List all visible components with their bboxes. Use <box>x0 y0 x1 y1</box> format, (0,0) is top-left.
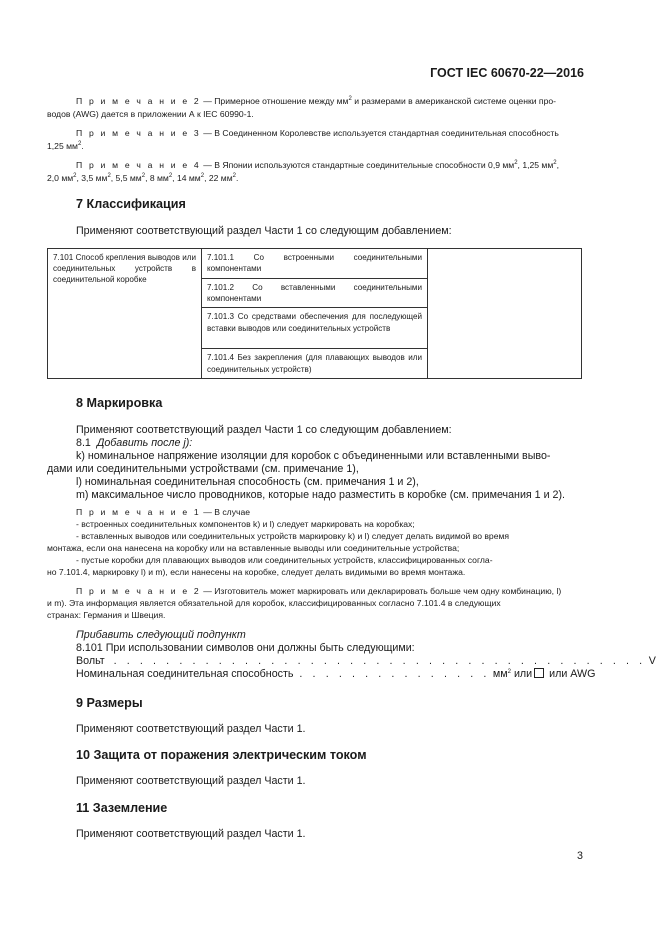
sup: 2 <box>73 173 77 179</box>
paragraph-instruction: Добавить после j): <box>96 437 193 449</box>
sup: 2 <box>553 160 557 166</box>
value: , 8 мм <box>145 173 169 183</box>
section-11-title: 11 Заземление <box>76 801 168 815</box>
table-cell-empty <box>428 249 582 379</box>
page-number: 3 <box>577 850 583 862</box>
volt-symbol: V <box>648 655 656 667</box>
note-4-label: П р и м е ч а н и е 4 <box>76 160 201 170</box>
note-2-line1 <box>76 95 556 107</box>
table-cell-7-101-3: 7.101.3 Со средствами обеспечения для последующей вставки выводов или соединительных устройств <box>202 308 428 349</box>
sup: 2 <box>232 173 236 179</box>
paragraph-number: 8.1 <box>76 437 91 449</box>
capacity-awg: или AWG <box>549 668 596 680</box>
volt-label: Вольт <box>76 655 105 667</box>
note-1-line <box>76 506 250 518</box>
note-3-value: 1,25 мм <box>47 141 78 151</box>
note-2b-label: П р и м е ч а н и е 2 <box>76 586 201 596</box>
note-3-end: . <box>81 141 84 151</box>
item-m: m) максимальное число проводников, которые надо разместить в коробке (см. примечания 1 и 2). <box>76 489 565 501</box>
section-8-title: 8 Маркировка <box>76 396 163 410</box>
note-4-line1 <box>76 159 559 171</box>
note-4-v1: , 1,25 мм <box>517 160 554 170</box>
value: 2,0 мм <box>47 173 74 183</box>
note-2-text-b: и размерами в американской системе оценки про- <box>351 96 556 106</box>
note-1-bullet-1: - встроенных соединительных компонентов k) и l) следует маркировать на коробках; <box>76 519 415 529</box>
sup: 2 <box>168 173 173 179</box>
item-k-line1: k) номинальное напряжение изоляции для коробок с объединенными или вставленными выво- <box>76 450 551 462</box>
item-l: l) номинальная соединительная способность (см. примечания 1 и 2), <box>76 476 419 488</box>
note-1-bullet-3-line2: но 7.101.4, маркировку l) и m), если нанесены на коробке, следует делать видимыми во время монтажа. <box>47 567 466 577</box>
capacity-dots: . . . . . . . . . . . . . . . <box>299 668 490 680</box>
note-1-bullet-2-line2: монтажа, если она нанесена на коробку или на вставленные выводы или соединительные устройства; <box>47 543 460 553</box>
note-1-label: П р и м е ч а н и е 1 <box>76 507 201 517</box>
volt-dots: . . . . . . . . . . . . . . . . . . . . . . . . . . . . . . . . . . . . . . . . . <box>113 655 646 667</box>
paragraph-8-101: 8.101 При использовании символов они должны быть следующими: <box>76 642 415 654</box>
sup: 2 <box>107 173 111 179</box>
note-2-sup: 2 <box>348 96 352 102</box>
note-4-line2 <box>47 172 238 184</box>
value: , 5,5 мм <box>110 173 142 183</box>
note-4-text: — В Японии используются стандартные соединительные способности 0,9 мм <box>200 160 515 170</box>
note-1-text: — В случае <box>200 507 251 517</box>
paragraph-8-1 <box>76 437 192 450</box>
capacity-label: Номинальная соединительная способность <box>76 668 294 680</box>
sup: 2 <box>514 160 518 166</box>
section-9-text: Применяют соответствующий раздел Части 1. <box>76 723 306 735</box>
section-10-title: 10 Защита от поражения электрическим током <box>76 748 367 762</box>
add-subclause: Прибавить следующий подпункт <box>76 629 246 641</box>
classification-table <box>47 248 582 379</box>
sup: 2 <box>507 669 511 675</box>
document-id: ГОСТ IEC 60670-22—2016 <box>430 66 584 80</box>
section-10-text: Применяют соответствующий раздел Части 1. <box>76 775 306 787</box>
table-cell-method: 7.101 Способ крепления выводов или соединительных устройств в соединительной коробке <box>48 249 202 379</box>
note-3-sup: 2 <box>77 141 82 147</box>
note-1-bullet-2-line1: - вставленных выводов или соединительных устройств маркировку k) и l) следует делать видимой во время <box>76 531 510 541</box>
note-2-text-a: — Примерное отношение между мм <box>200 96 349 106</box>
sup: 2 <box>200 173 205 179</box>
note-2b-line2: и m). Эта информация является обязательной для коробок, классифицированных согласно 7.101.4 в следующих <box>47 598 501 608</box>
square-symbol-icon <box>534 668 544 678</box>
table-cell-7-101-1: 7.101.1 Со встроенными соединительными компонентами <box>202 249 428 279</box>
note-1-bullet-3-line1: - пустые коробки для плавающих выводов или соединительных устройств, классифицированных согла- <box>76 555 493 565</box>
table-cell-7-101-2: 7.101.2 Со вставленными соединительными компонентами <box>202 279 428 308</box>
note-3-text: — В Соединенном Королевстве используется стандартная соединительная способность <box>200 128 559 138</box>
sup: 2 <box>141 173 146 179</box>
section-7-intro: Применяют соответствующий раздел Части 1 со следующим добавлением: <box>76 225 452 237</box>
section-11-text: Применяют соответствующий раздел Части 1. <box>76 828 306 840</box>
capacity-unit: мм <box>492 668 508 680</box>
value: , 22 мм <box>204 173 233 183</box>
note-2-label: П р и м е ч а н и е 2 <box>76 96 201 106</box>
value: , 3,5 мм <box>76 173 108 183</box>
note-2-line2: водов (AWG) дается в приложении А к IEC 60990-1. <box>47 109 254 119</box>
note-3-line2 <box>47 140 84 152</box>
item-k-line2: дами или соединительными устройствами (см. примечание 1), <box>47 463 359 475</box>
note-3-label: П р и м е ч а н и е 3 <box>76 128 201 138</box>
symbol-capacity-row <box>76 668 595 681</box>
capacity-or: или <box>513 668 533 680</box>
note-2b-line1 <box>76 585 561 597</box>
note-3-line1 <box>76 127 559 139</box>
section-8-intro: Применяют соответствующий раздел Части 1 со следующим добавлением: <box>76 424 452 436</box>
note-2b-text: — Изготовитель может маркировать или декларировать больше чем одну комбинацию, l) <box>200 586 562 596</box>
note-2b-line3: странах: Германия и Швеция. <box>47 610 166 620</box>
value: , 14 мм <box>172 173 201 183</box>
section-7-title: 7 Классификация <box>76 197 186 211</box>
note-4-v2: , <box>556 160 559 170</box>
section-9-title: 9 Размеры <box>76 696 143 710</box>
value: . <box>235 173 239 183</box>
symbol-volt-row <box>76 655 656 668</box>
table-cell-7-101-4: 7.101.4 Без закрепления (для плавающих выводов или соединительных устройств) <box>202 349 428 378</box>
